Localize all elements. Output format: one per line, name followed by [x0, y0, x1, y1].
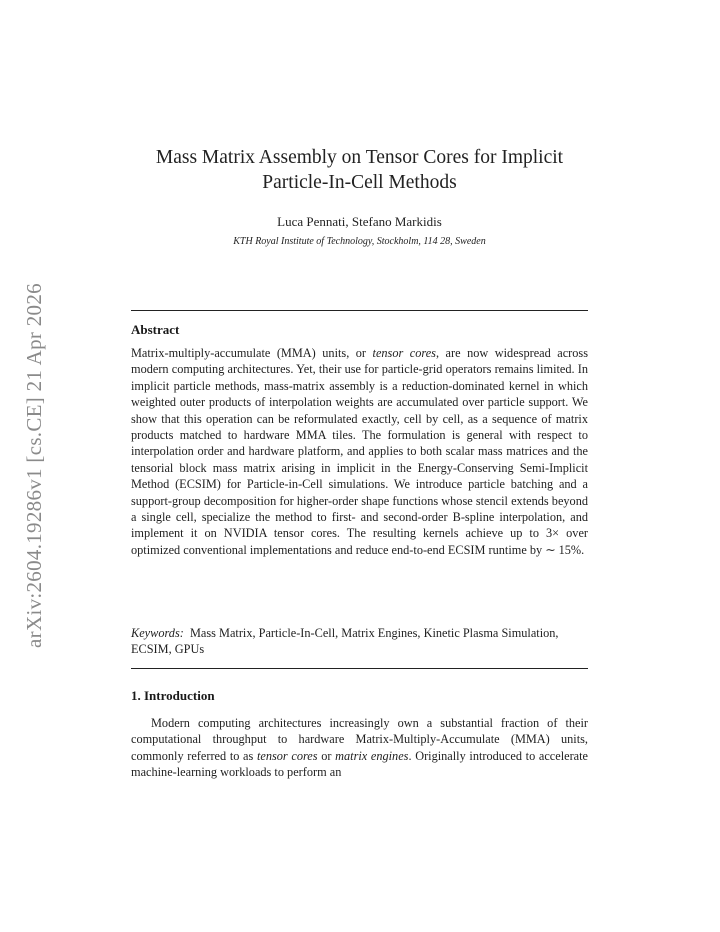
author-list: Luca Pennati, Stefano Markidis: [277, 214, 442, 229]
keywords: [131, 625, 588, 658]
section-heading-introduction: 1. Introduction: [131, 688, 215, 703]
arxiv-identifier-text: arXiv:2604.19286v1 [cs.CE] 21 Apr 2026: [21, 282, 46, 648]
intro-text-3: . Originally introduced to accelerate machine-learning workloads to perform an: [131, 748, 589, 780]
abstract-emphasis: tensor cores: [372, 346, 436, 360]
abstract-text-1: Matrix-multiply-accumulate (MMA) units, or: [131, 346, 373, 360]
author-affiliation: KTH Royal Institute of Technology, Stockholm, 114 28, Sweden: [233, 236, 486, 247]
paper-title: Mass Matrix Assembly on Tensor Cores for Implicit Particle-In-Cell Methods: [155, 147, 564, 193]
keywords-label: Keywords:: [131, 626, 184, 640]
intro-emphasis-2: matrix engines: [335, 748, 409, 763]
intro-emphasis-1: tensor cores: [256, 748, 318, 763]
abstract-body: [131, 345, 588, 558]
abstract-bottom-rule: [131, 668, 588, 669]
intro-text-1: Modern computing architectures increasingly own a substantial fraction of their computational throughput to hardware Matrix-Multiply-Accumulate (MMA) units, commonly referred to as: [131, 716, 588, 763]
introduction-paragraph: [131, 715, 588, 781]
intro-text-2: or: [317, 748, 336, 763]
abstract-top-rule: [131, 310, 588, 311]
abstract-text-2: , are now widespread across modern computing architectures. Yet, their use for particle-grid operators remains limited. In implicit particle methods, mass-matrix assembly is a reduction-dominated kernel in which weighted outer products of interpolation weights are accumulated over particle support. We show that this operation can be reformulated exactly, cell by cell, as a sequence of matrix products matched to hardware MMA tiles. The formulation is general with respect to interpolation order and hardware platform, and applies to both scalar mass matrices and the tensorial block mass matrix arising in implicit in the Energy-Conserving Semi-Implicit Method (ECSIM) for Particle-in-Cell simulations. We introduce particle batching and a support-group decomposition for higher-order shape functions whose stencil extends beyond a single cell, specialize the method to first- and second-order B-spline interpolation, and implement it on NVIDIA tensor cores. The resulting kernels achieve up to 3× over optimized conventional implementations and reduce end-to-end ECSIM runtime by ∼ 15%.: [131, 346, 588, 557]
keywords-text: Mass Matrix, Particle-In-Cell, Matrix Engines, Kinetic Plasma Simulation, ECSIM, GPUs: [131, 626, 559, 657]
abstract-heading: Abstract: [131, 322, 180, 337]
arxiv-identifier: [12, 260, 56, 670]
